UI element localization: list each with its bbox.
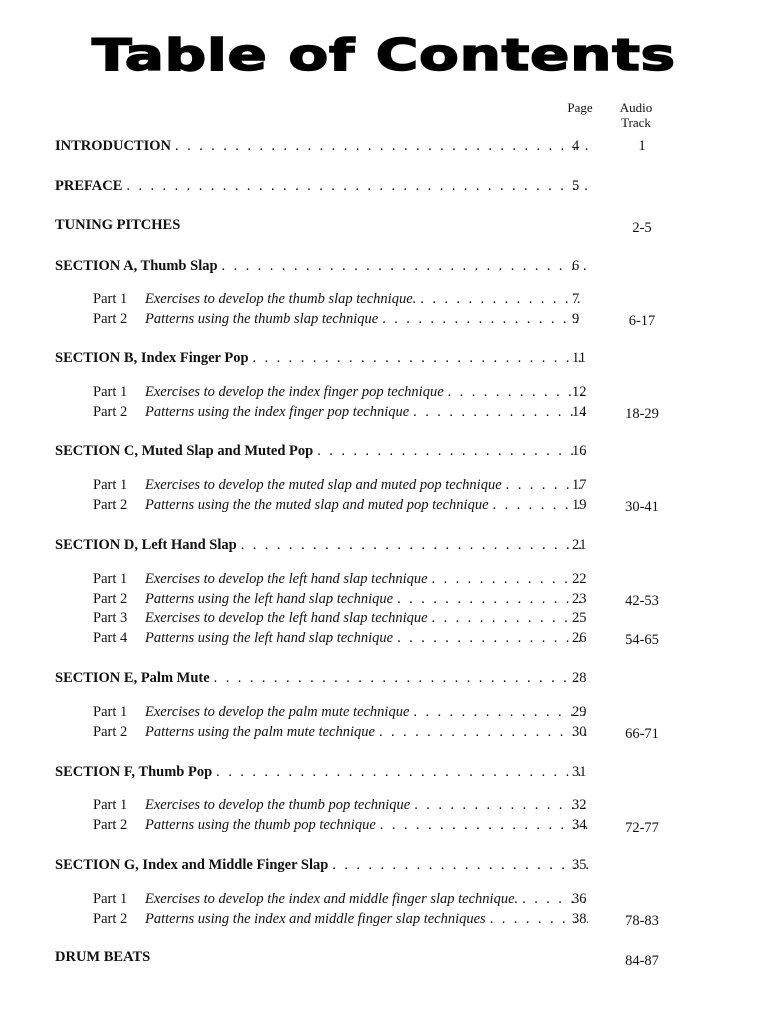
audio-track-column-header bbox=[612, 100, 660, 130]
audio-track-range: 2-5 bbox=[632, 220, 652, 236]
part-description: Exercises to develop the index finger pop technique bbox=[145, 384, 444, 400]
toc-part-row bbox=[0, 382, 768, 402]
page-number: 28 bbox=[572, 670, 587, 686]
page-number: 9 bbox=[572, 311, 580, 327]
part-description: Patterns using the index and middle finger slap techniques bbox=[145, 911, 486, 927]
part-label: Part 4 bbox=[93, 630, 128, 646]
dot-leader bbox=[212, 762, 588, 782]
part-description: Exercises to develop the left hand slap technique bbox=[145, 571, 428, 587]
toc-entry bbox=[93, 909, 588, 929]
toc-part-row bbox=[0, 889, 768, 909]
section-title: DRUM BEATS bbox=[55, 949, 151, 965]
dot-leader bbox=[378, 309, 588, 329]
audio-header-line2: Track bbox=[621, 115, 651, 130]
page-number: 29 bbox=[572, 704, 587, 720]
part-description: Patterns using the thumb slap technique bbox=[145, 311, 379, 327]
section-title: PREFACE bbox=[55, 178, 123, 194]
toc-section-row bbox=[0, 441, 768, 461]
section-title: SECTION G, Index and Middle Finger Slap bbox=[55, 857, 329, 873]
dot-leader bbox=[313, 441, 588, 461]
part-description: Exercises to develop the thumb slap technique. bbox=[145, 291, 417, 307]
part-description: Exercises to develop the muted slap and muted pop technique bbox=[145, 477, 502, 493]
part-label: Part 3 bbox=[93, 610, 128, 626]
dot-leader bbox=[328, 855, 588, 875]
part-label: Part 1 bbox=[93, 797, 128, 813]
part-label: Part 1 bbox=[93, 704, 128, 720]
toc-entry bbox=[55, 176, 588, 196]
page-number: 35 bbox=[572, 857, 587, 873]
page-number: 36 bbox=[572, 891, 587, 907]
dot-leader bbox=[444, 382, 588, 402]
audio-track-range: 78-83 bbox=[625, 913, 659, 929]
toc-entry bbox=[93, 309, 588, 329]
toc-section-row bbox=[0, 762, 768, 782]
page-number: 5 bbox=[572, 178, 580, 194]
toc-part-row bbox=[0, 569, 768, 589]
toc-entry bbox=[93, 722, 588, 742]
dot-leader bbox=[393, 589, 588, 609]
toc-entry bbox=[55, 215, 588, 235]
dot-leader bbox=[249, 348, 588, 368]
toc-entry bbox=[93, 795, 588, 815]
toc-entry bbox=[55, 348, 588, 368]
toc-entry bbox=[55, 256, 588, 276]
part-description: Patterns using the left hand slap technique bbox=[145, 630, 394, 646]
part-description: Exercises to develop the index and middle finger slap technique. bbox=[145, 891, 519, 907]
part-label: Part 2 bbox=[93, 817, 128, 833]
audio-track-range: 6-17 bbox=[628, 313, 656, 329]
page-number: 19 bbox=[572, 497, 587, 513]
dot-leader bbox=[376, 815, 588, 835]
part-description: Patterns using the palm mute technique bbox=[145, 724, 375, 740]
page-number: 6 bbox=[572, 258, 580, 274]
toc-section-row bbox=[0, 348, 768, 368]
dot-leader bbox=[410, 795, 588, 815]
part-label: Part 2 bbox=[93, 497, 128, 513]
toc-entry bbox=[55, 535, 588, 555]
part-label: Part 2 bbox=[93, 404, 128, 420]
dot-leader bbox=[210, 668, 588, 688]
audio-track-range: 54-65 bbox=[625, 632, 659, 648]
section-title: SECTION F, Thumb Pop bbox=[55, 764, 213, 780]
part-description: Exercises to develop the thumb pop technique bbox=[145, 797, 411, 813]
toc-part-row bbox=[0, 795, 768, 815]
toc-entry bbox=[55, 668, 588, 688]
audio-track-range: 18-29 bbox=[625, 406, 659, 422]
audio-track-range: 1 bbox=[638, 138, 646, 154]
page-number: 23 bbox=[572, 591, 587, 607]
part-label: Part 1 bbox=[93, 571, 128, 587]
page-number: 4 bbox=[572, 138, 580, 154]
part-description: Patterns using the left hand slap technique bbox=[145, 591, 394, 607]
toc-entry bbox=[93, 495, 588, 515]
part-label: Part 2 bbox=[93, 911, 128, 927]
toc-entry bbox=[55, 947, 588, 967]
audio-track-range: 66-71 bbox=[625, 726, 659, 742]
section-title: INTRODUCTION bbox=[55, 138, 172, 154]
part-description: Exercises to develop the palm mute technique bbox=[145, 704, 410, 720]
section-title: SECTION E, Palm Mute bbox=[55, 670, 210, 686]
dot-leader bbox=[416, 289, 588, 309]
part-label: Part 1 bbox=[93, 291, 128, 307]
audio-track-range: 42-53 bbox=[625, 593, 659, 609]
toc-entry bbox=[55, 762, 588, 782]
dot-leader bbox=[375, 722, 588, 742]
toc-part-row bbox=[0, 608, 768, 628]
dot-leader bbox=[218, 256, 588, 276]
audio-header-line1: Audio bbox=[619, 100, 653, 115]
page-number: 17 bbox=[572, 477, 587, 493]
page-number: 14 bbox=[572, 404, 587, 420]
dot-leader bbox=[171, 136, 588, 156]
toc-section-row bbox=[0, 256, 768, 276]
toc-entry bbox=[93, 815, 588, 835]
part-label: Part 2 bbox=[93, 724, 128, 740]
page-number: 38 bbox=[572, 911, 587, 927]
toc-entry bbox=[93, 608, 588, 628]
toc-entry bbox=[93, 475, 588, 495]
toc-part-row bbox=[0, 475, 768, 495]
toc-section-row bbox=[0, 668, 768, 688]
part-label: Part 2 bbox=[93, 591, 128, 607]
toc-entry bbox=[93, 702, 588, 722]
page-column-header: Page bbox=[567, 100, 593, 115]
part-description: Exercises to develop the left hand slap technique bbox=[145, 610, 428, 626]
dot-leader bbox=[428, 608, 588, 628]
audio-track-range: 72-77 bbox=[625, 820, 659, 836]
toc-entry bbox=[93, 569, 588, 589]
page-number: 30 bbox=[572, 724, 587, 740]
section-title: SECTION C, Muted Slap and Muted Pop bbox=[55, 443, 314, 459]
audio-track-range: 30-41 bbox=[625, 499, 659, 515]
dot-leader bbox=[237, 535, 588, 555]
dot-leader bbox=[409, 702, 588, 722]
part-label: Part 1 bbox=[93, 384, 128, 400]
toc-part-row bbox=[0, 289, 768, 309]
toc-section-row bbox=[0, 855, 768, 875]
page-number: 22 bbox=[572, 571, 587, 587]
page-title: Table of Contents bbox=[92, 30, 676, 81]
dot-leader bbox=[428, 569, 588, 589]
page-number: 25 bbox=[572, 610, 587, 626]
toc-entry bbox=[55, 441, 588, 461]
toc-entry bbox=[93, 589, 588, 609]
toc-entry bbox=[93, 382, 588, 402]
part-description: Patterns using the index finger pop technique bbox=[145, 404, 410, 420]
toc-part-row bbox=[0, 702, 768, 722]
section-title: TUNING PITCHES bbox=[55, 217, 181, 233]
toc-entry bbox=[55, 855, 588, 875]
page-number: 11 bbox=[572, 350, 586, 366]
toc-entry bbox=[55, 136, 588, 156]
section-title: SECTION A, Thumb Slap bbox=[55, 258, 218, 274]
part-label: Part 2 bbox=[93, 311, 128, 327]
page-number: 16 bbox=[572, 443, 587, 459]
section-title: SECTION D, Left Hand Slap bbox=[55, 537, 237, 553]
toc-entry bbox=[93, 889, 588, 909]
toc-entry bbox=[93, 402, 588, 422]
part-description: Patterns using the thumb pop technique bbox=[145, 817, 376, 833]
page-number: 21 bbox=[572, 537, 587, 553]
toc-section-row bbox=[0, 535, 768, 555]
toc-entry bbox=[93, 628, 588, 648]
page-number: 34 bbox=[572, 817, 587, 833]
toc-section-row bbox=[0, 176, 768, 196]
page-number: 26 bbox=[572, 630, 587, 646]
audio-track-range: 84-87 bbox=[625, 953, 659, 969]
dot-leader bbox=[409, 402, 588, 422]
dot-leader bbox=[122, 176, 588, 196]
part-label: Part 1 bbox=[93, 477, 128, 493]
toc-entry bbox=[93, 289, 588, 309]
page-number: 7 bbox=[572, 291, 580, 307]
dot-leader bbox=[393, 628, 588, 648]
part-label: Part 1 bbox=[93, 891, 128, 907]
part-description: Patterns using the the muted slap and muted pop technique bbox=[145, 497, 489, 513]
page-number: 32 bbox=[572, 797, 587, 813]
section-title: SECTION B, Index Finger Pop bbox=[55, 350, 249, 366]
page-number: 12 bbox=[572, 384, 587, 400]
page-number: 31 bbox=[572, 764, 587, 780]
